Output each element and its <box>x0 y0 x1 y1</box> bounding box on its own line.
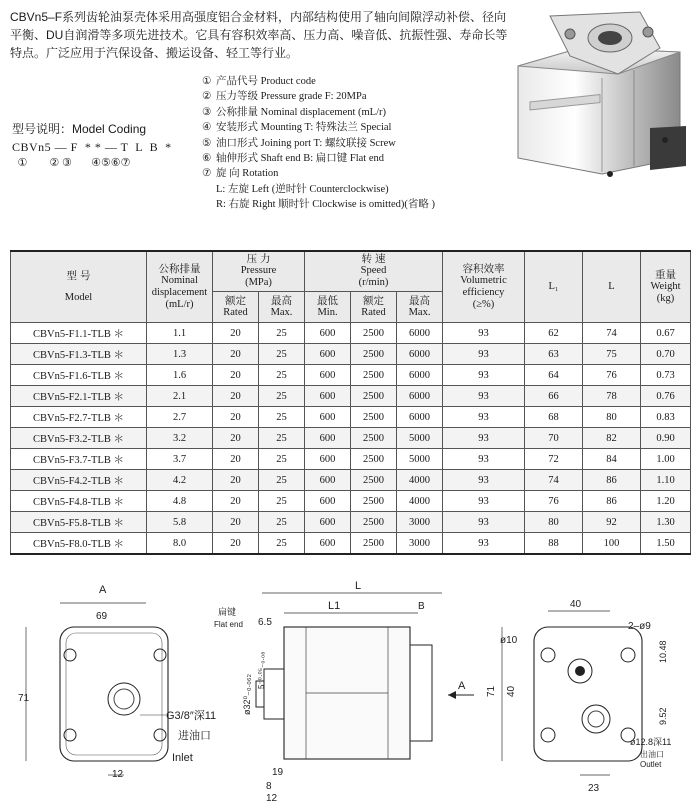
cell-weight: 0.67 <box>641 323 691 344</box>
dim-L: L <box>355 580 362 592</box>
cell-displacement: 5.8 <box>147 512 213 533</box>
cell-speed-rated: 2500 <box>351 449 397 470</box>
cell-speed-min: 600 <box>305 323 351 344</box>
dim-phi10: ø10 <box>500 635 518 646</box>
cell-speed-max: 5000 <box>397 428 443 449</box>
intro-text <box>10 8 508 62</box>
header-model-en: Model <box>64 292 93 303</box>
cell-press-rated: 20 <box>213 512 259 533</box>
model-coding-title: 型号说明：Model Coding <box>12 122 147 136</box>
legend-item <box>202 166 435 181</box>
sub-en: Rated <box>223 306 248 318</box>
legend-text: 安装形式 Mounting T: 特殊法兰 Special <box>216 122 392 134</box>
cell-displacement: 3.2 <box>147 428 213 449</box>
legend-text: 旋 向 Rotation <box>216 168 279 180</box>
intro-line: 特点。广泛应用于汽保设备、搬运设备、轻工等行业。 <box>10 46 299 60</box>
cell-speed-rated: 2500 <box>351 428 397 449</box>
cell-weight: 1.30 <box>641 512 691 533</box>
cell-speed-min: 600 <box>305 344 351 365</box>
model-coding-code: CBVn5 — F * * — T L B * <box>12 140 172 154</box>
cell-speed-rated: 2500 <box>351 344 397 365</box>
legend-item <box>202 151 435 166</box>
header-eff-cn: 容积效率 <box>462 263 505 275</box>
legend-number: ⑦ <box>202 168 212 180</box>
cell-speed-rated: 2500 <box>351 470 397 491</box>
cell-speed-rated: 2500 <box>351 491 397 512</box>
cell-speed-max: 6000 <box>397 365 443 386</box>
cell-displacement: 8.0 <box>147 533 213 555</box>
dim-40-right: 40 <box>506 685 517 697</box>
dim-40: 40 <box>570 599 582 610</box>
header-l1: L₁ <box>525 251 583 323</box>
cell-l1: 70 <box>525 428 583 449</box>
cell-l1: 64 <box>525 365 583 386</box>
cell-l: 84 <box>583 449 641 470</box>
cell-speed-max: 3000 <box>397 533 443 555</box>
cell-l: 86 <box>583 470 641 491</box>
header-speed-max <box>397 291 443 322</box>
pump-photo <box>510 8 690 180</box>
legend-number: ⑥ <box>202 153 212 165</box>
header-speed <box>305 251 443 291</box>
cell-model: CBVn5-F2.1-TLB ＊ <box>11 386 147 407</box>
sub-en: Rated <box>361 306 386 318</box>
dim-12: 12 <box>112 769 124 780</box>
cell-speed-max: 6000 <box>397 323 443 344</box>
header-eff-en1: Volumetric <box>460 275 507 286</box>
cell-speed-min: 600 <box>305 533 351 555</box>
legend-number: ④ <box>202 122 212 134</box>
dim-12b: 12 <box>266 793 278 801</box>
coding-legend <box>202 74 435 213</box>
table-row <box>11 470 691 491</box>
cell-model: CBVn5-F1.1-TLB ＊ <box>11 323 147 344</box>
cell-l: 80 <box>583 407 641 428</box>
cell-press-rated: 20 <box>213 344 259 365</box>
cell-press-rated: 20 <box>213 491 259 512</box>
cell-press-max: 25 <box>259 491 305 512</box>
sub-cn: 额定 <box>363 294 385 307</box>
cell-speed-min: 600 <box>305 512 351 533</box>
cell-speed-max: 6000 <box>397 344 443 365</box>
header-press-en: Pressure <box>240 265 277 277</box>
dim-71-right: 71 <box>486 685 497 697</box>
header-displacement <box>147 251 213 323</box>
header-weight-unit: (kg) <box>656 293 675 304</box>
header-speed-unit: (r/min) <box>358 277 389 289</box>
cell-press-rated: 20 <box>213 365 259 386</box>
sub-cn: 最高 <box>409 294 431 307</box>
header-efficiency <box>443 251 525 323</box>
legend-text: 压力等级 Pressure grade F: 20MPa <box>216 91 367 103</box>
sub-en: Max. <box>270 306 293 318</box>
legend-text: L: 左旋 Left (逆时针 Counterclockwise) <box>216 183 389 195</box>
cell-weight: 0.90 <box>641 428 691 449</box>
header-disp-en2: displacement <box>151 287 208 298</box>
table-row <box>11 449 691 470</box>
cell-displacement: 2.7 <box>147 407 213 428</box>
cell-l: 86 <box>583 491 641 512</box>
cell-l1: 62 <box>525 323 583 344</box>
table-body <box>11 323 691 555</box>
dim-10-48: 10.48 <box>658 640 668 663</box>
cell-efficiency: 93 <box>443 344 525 365</box>
cell-efficiency: 93 <box>443 512 525 533</box>
header-press-max <box>259 291 305 322</box>
cell-press-max: 25 <box>259 512 305 533</box>
legend-text: R: 右旋 Right 顺时针 Clockwise is omitted)(省略 ) <box>216 199 436 211</box>
cell-press-max: 25 <box>259 407 305 428</box>
cell-l: 92 <box>583 512 641 533</box>
cell-speed-max: 6000 <box>397 386 443 407</box>
table-row <box>11 428 691 449</box>
cell-speed-max: 4000 <box>397 491 443 512</box>
cell-efficiency: 93 <box>443 386 525 407</box>
cell-speed-max: 5000 <box>397 449 443 470</box>
dim-B: B <box>418 601 425 612</box>
cell-model: CBVn5-F1.6-TLB ＊ <box>11 365 147 386</box>
technical-drawings <box>0 565 700 801</box>
cell-press-rated: 20 <box>213 533 259 555</box>
flat-key-cn: 扁键 <box>218 607 237 617</box>
header-speed-min <box>305 291 351 322</box>
header-l: L <box>583 251 641 323</box>
header-eff-en2: efficiency <box>462 287 505 298</box>
arrow-a-label: A <box>458 680 466 692</box>
cell-press-rated: 20 <box>213 470 259 491</box>
outlet-cn: 出油口 <box>640 750 664 759</box>
cell-speed-rated: 2500 <box>351 386 397 407</box>
cell-speed-max: 6000 <box>397 407 443 428</box>
legend-number: ⑤ <box>202 137 212 149</box>
sub-cn: 额定 <box>225 294 246 307</box>
cell-efficiency: 93 <box>443 470 525 491</box>
cell-model: CBVn5-F4.2-TLB ＊ <box>11 470 147 491</box>
cell-displacement: 4.8 <box>147 491 213 512</box>
cell-l: 74 <box>583 323 641 344</box>
header-speed-en: Speed <box>360 265 387 277</box>
header-press-rated <box>213 291 259 322</box>
cell-efficiency: 93 <box>443 533 525 555</box>
dim-8: 8 <box>266 781 272 792</box>
legend-item <box>202 182 435 197</box>
legend-number: ② <box>202 91 212 103</box>
legend-text: 轴伸形式 Shaft end B: 扁口键 Flat end <box>216 153 384 165</box>
header-press-cn: 压 力 <box>246 253 271 266</box>
cell-speed-max: 4000 <box>397 470 443 491</box>
port-inlet-en: Inlet <box>172 752 193 764</box>
cell-l: 82 <box>583 428 641 449</box>
header-speed-cn: 转 速 <box>361 253 386 266</box>
table-header-row <box>11 251 691 291</box>
cell-press-max: 25 <box>259 449 305 470</box>
cell-model: CBVn5-F3.7-TLB ＊ <box>11 449 147 470</box>
header-model-cn: 型 号 <box>66 270 91 282</box>
cell-displacement: 2.1 <box>147 386 213 407</box>
cell-weight: 1.50 <box>641 533 691 555</box>
legend-item <box>202 197 435 212</box>
cell-weight: 0.76 <box>641 386 691 407</box>
cell-press-max: 25 <box>259 365 305 386</box>
cell-displacement: 1.1 <box>147 323 213 344</box>
sub-en: Min. <box>317 306 338 318</box>
legend-number: ③ <box>202 106 212 118</box>
cell-weight: 0.70 <box>641 344 691 365</box>
cell-model: CBVn5-F5.8-TLB ＊ <box>11 512 147 533</box>
sub-en: Max. <box>408 306 431 318</box>
legend-item <box>202 136 435 151</box>
cell-l1: 88 <box>525 533 583 555</box>
header-weight-cn: 重量 <box>655 269 677 281</box>
table-row <box>11 365 691 386</box>
cell-speed-max: 3000 <box>397 512 443 533</box>
cell-efficiency: 93 <box>443 491 525 512</box>
legend-item <box>202 105 435 120</box>
header-press-unit: (MPa) <box>245 277 272 289</box>
cell-displacement: 1.3 <box>147 344 213 365</box>
sub-cn: 最低 <box>317 294 339 307</box>
cell-displacement: 4.2 <box>147 470 213 491</box>
dim-71: 71 <box>18 693 30 704</box>
cell-press-max: 25 <box>259 428 305 449</box>
header-eff-unit: (≥%) <box>472 299 495 310</box>
table-row <box>11 386 691 407</box>
drawing-side-view <box>214 580 474 801</box>
cell-speed-min: 600 <box>305 428 351 449</box>
cell-l1: 76 <box>525 491 583 512</box>
cell-efficiency: 93 <box>443 449 525 470</box>
cell-speed-min: 600 <box>305 386 351 407</box>
cell-efficiency: 93 <box>443 365 525 386</box>
legend-number: ① <box>202 76 212 87</box>
cell-weight: 1.20 <box>641 491 691 512</box>
cell-model: CBVn5-F2.7-TLB ＊ <box>11 407 147 428</box>
cell-l1: 80 <box>525 512 583 533</box>
table-row <box>11 344 691 365</box>
cell-l1: 68 <box>525 407 583 428</box>
cell-model: CBVn5-F8.0-TLB ＊ <box>11 533 147 555</box>
cell-press-max: 25 <box>259 386 305 407</box>
legend-text: 油口形式 Joining port T: 螺纹联接 Screw <box>216 137 396 149</box>
header-disp-unit: (mL/r) <box>165 299 194 310</box>
table-row <box>11 407 691 428</box>
dim-L1: L1 <box>328 600 341 612</box>
dim-23: 23 <box>588 783 600 794</box>
cell-efficiency: 93 <box>443 428 525 449</box>
port-inlet-cn: 进油口 <box>178 730 211 742</box>
cell-speed-min: 600 <box>305 470 351 491</box>
view-a-label: A <box>99 584 107 596</box>
outlet-en: Outlet <box>640 760 662 769</box>
cell-speed-min: 600 <box>305 491 351 512</box>
cell-l1: 72 <box>525 449 583 470</box>
drawing-view-a <box>18 584 216 780</box>
legend-item <box>202 74 435 89</box>
cell-weight: 1.10 <box>641 470 691 491</box>
cell-speed-rated: 2500 <box>351 323 397 344</box>
dim-phi12-8: ø12.8深11 <box>630 737 672 747</box>
cell-press-rated: 20 <box>213 428 259 449</box>
legend-text: 公称排量 Nominal displacement (mL/r) <box>216 106 387 118</box>
port-thread: G3/8″深11 <box>166 710 217 722</box>
header-model <box>11 251 147 323</box>
cell-speed-min: 600 <box>305 449 351 470</box>
legend-item <box>202 89 435 104</box>
table-row <box>11 512 691 533</box>
header-pressure <box>213 251 305 291</box>
intro-line: CBVn5–F系列齿轮油泵壳体采用高强度铝合金材料，内部结构使用了轴向间隙浮动补偿、径向 <box>10 10 507 24</box>
cell-efficiency: 93 <box>443 407 525 428</box>
cell-press-max: 25 <box>259 533 305 555</box>
cell-displacement: 1.6 <box>147 365 213 386</box>
cell-speed-rated: 2500 <box>351 533 397 555</box>
cell-press-max: 25 <box>259 323 305 344</box>
header-weight <box>641 251 691 323</box>
table-row <box>11 533 691 555</box>
dim-9-52: 9.52 <box>658 707 668 725</box>
dim-key: 5⁻⁰·⁰⁵₋₀.₀₈ <box>257 651 266 689</box>
spec-table <box>10 250 691 555</box>
cell-l: 78 <box>583 386 641 407</box>
table-row <box>11 491 691 512</box>
dim-19: 19 <box>272 767 284 778</box>
legend-text: 产品代号 Product code <box>216 76 316 87</box>
cell-l: 100 <box>583 533 641 555</box>
cell-press-rated: 20 <box>213 407 259 428</box>
model-coding-numbers: ① ② ③ ④⑤⑥⑦ <box>12 157 131 169</box>
dim-shaft: ø32⁰₋₀.₀₆₂ <box>242 674 252 715</box>
sub-cn: 最高 <box>271 294 292 307</box>
dim-2-phi9: 2–ø9 <box>628 621 651 632</box>
cell-model: CBVn5-F1.3-TLB ＊ <box>11 344 147 365</box>
header-disp-cn: 公称排量 <box>158 263 201 275</box>
cell-model: CBVn5-F3.2-TLB ＊ <box>11 428 147 449</box>
cell-speed-rated: 2500 <box>351 407 397 428</box>
cell-press-rated: 20 <box>213 386 259 407</box>
cell-press-rated: 20 <box>213 449 259 470</box>
cell-l1: 74 <box>525 470 583 491</box>
cell-speed-rated: 2500 <box>351 365 397 386</box>
table-row <box>11 323 691 344</box>
cell-l: 75 <box>583 344 641 365</box>
cell-press-max: 25 <box>259 344 305 365</box>
cell-speed-rated: 2500 <box>351 512 397 533</box>
cell-displacement: 3.7 <box>147 449 213 470</box>
header-disp-en1: Nominal <box>161 275 198 286</box>
intro-line: 平衡、DU自润滑等多项先进技术。它具有容积效率高、压力高、噪音低、抗振性强、寿命长等 <box>10 28 508 42</box>
flat-key-en: Flat end <box>214 620 243 629</box>
cell-weight: 0.73 <box>641 365 691 386</box>
cell-press-max: 25 <box>259 470 305 491</box>
cell-weight: 0.83 <box>641 407 691 428</box>
cell-efficiency: 93 <box>443 323 525 344</box>
cell-l1: 66 <box>525 386 583 407</box>
cell-press-rated: 20 <box>213 323 259 344</box>
cell-model: CBVn5-F4.8-TLB ＊ <box>11 491 147 512</box>
header-weight-en: Weight <box>650 281 681 292</box>
cell-speed-min: 600 <box>305 365 351 386</box>
cell-l1: 63 <box>525 344 583 365</box>
drawing-end-view <box>486 599 671 794</box>
cell-speed-min: 600 <box>305 407 351 428</box>
legend-item <box>202 120 435 135</box>
header-speed-rated <box>351 291 397 322</box>
dim-6-5: 6.5 <box>258 617 272 628</box>
cell-l: 76 <box>583 365 641 386</box>
dim-69: 69 <box>96 611 108 622</box>
cell-weight: 1.00 <box>641 449 691 470</box>
